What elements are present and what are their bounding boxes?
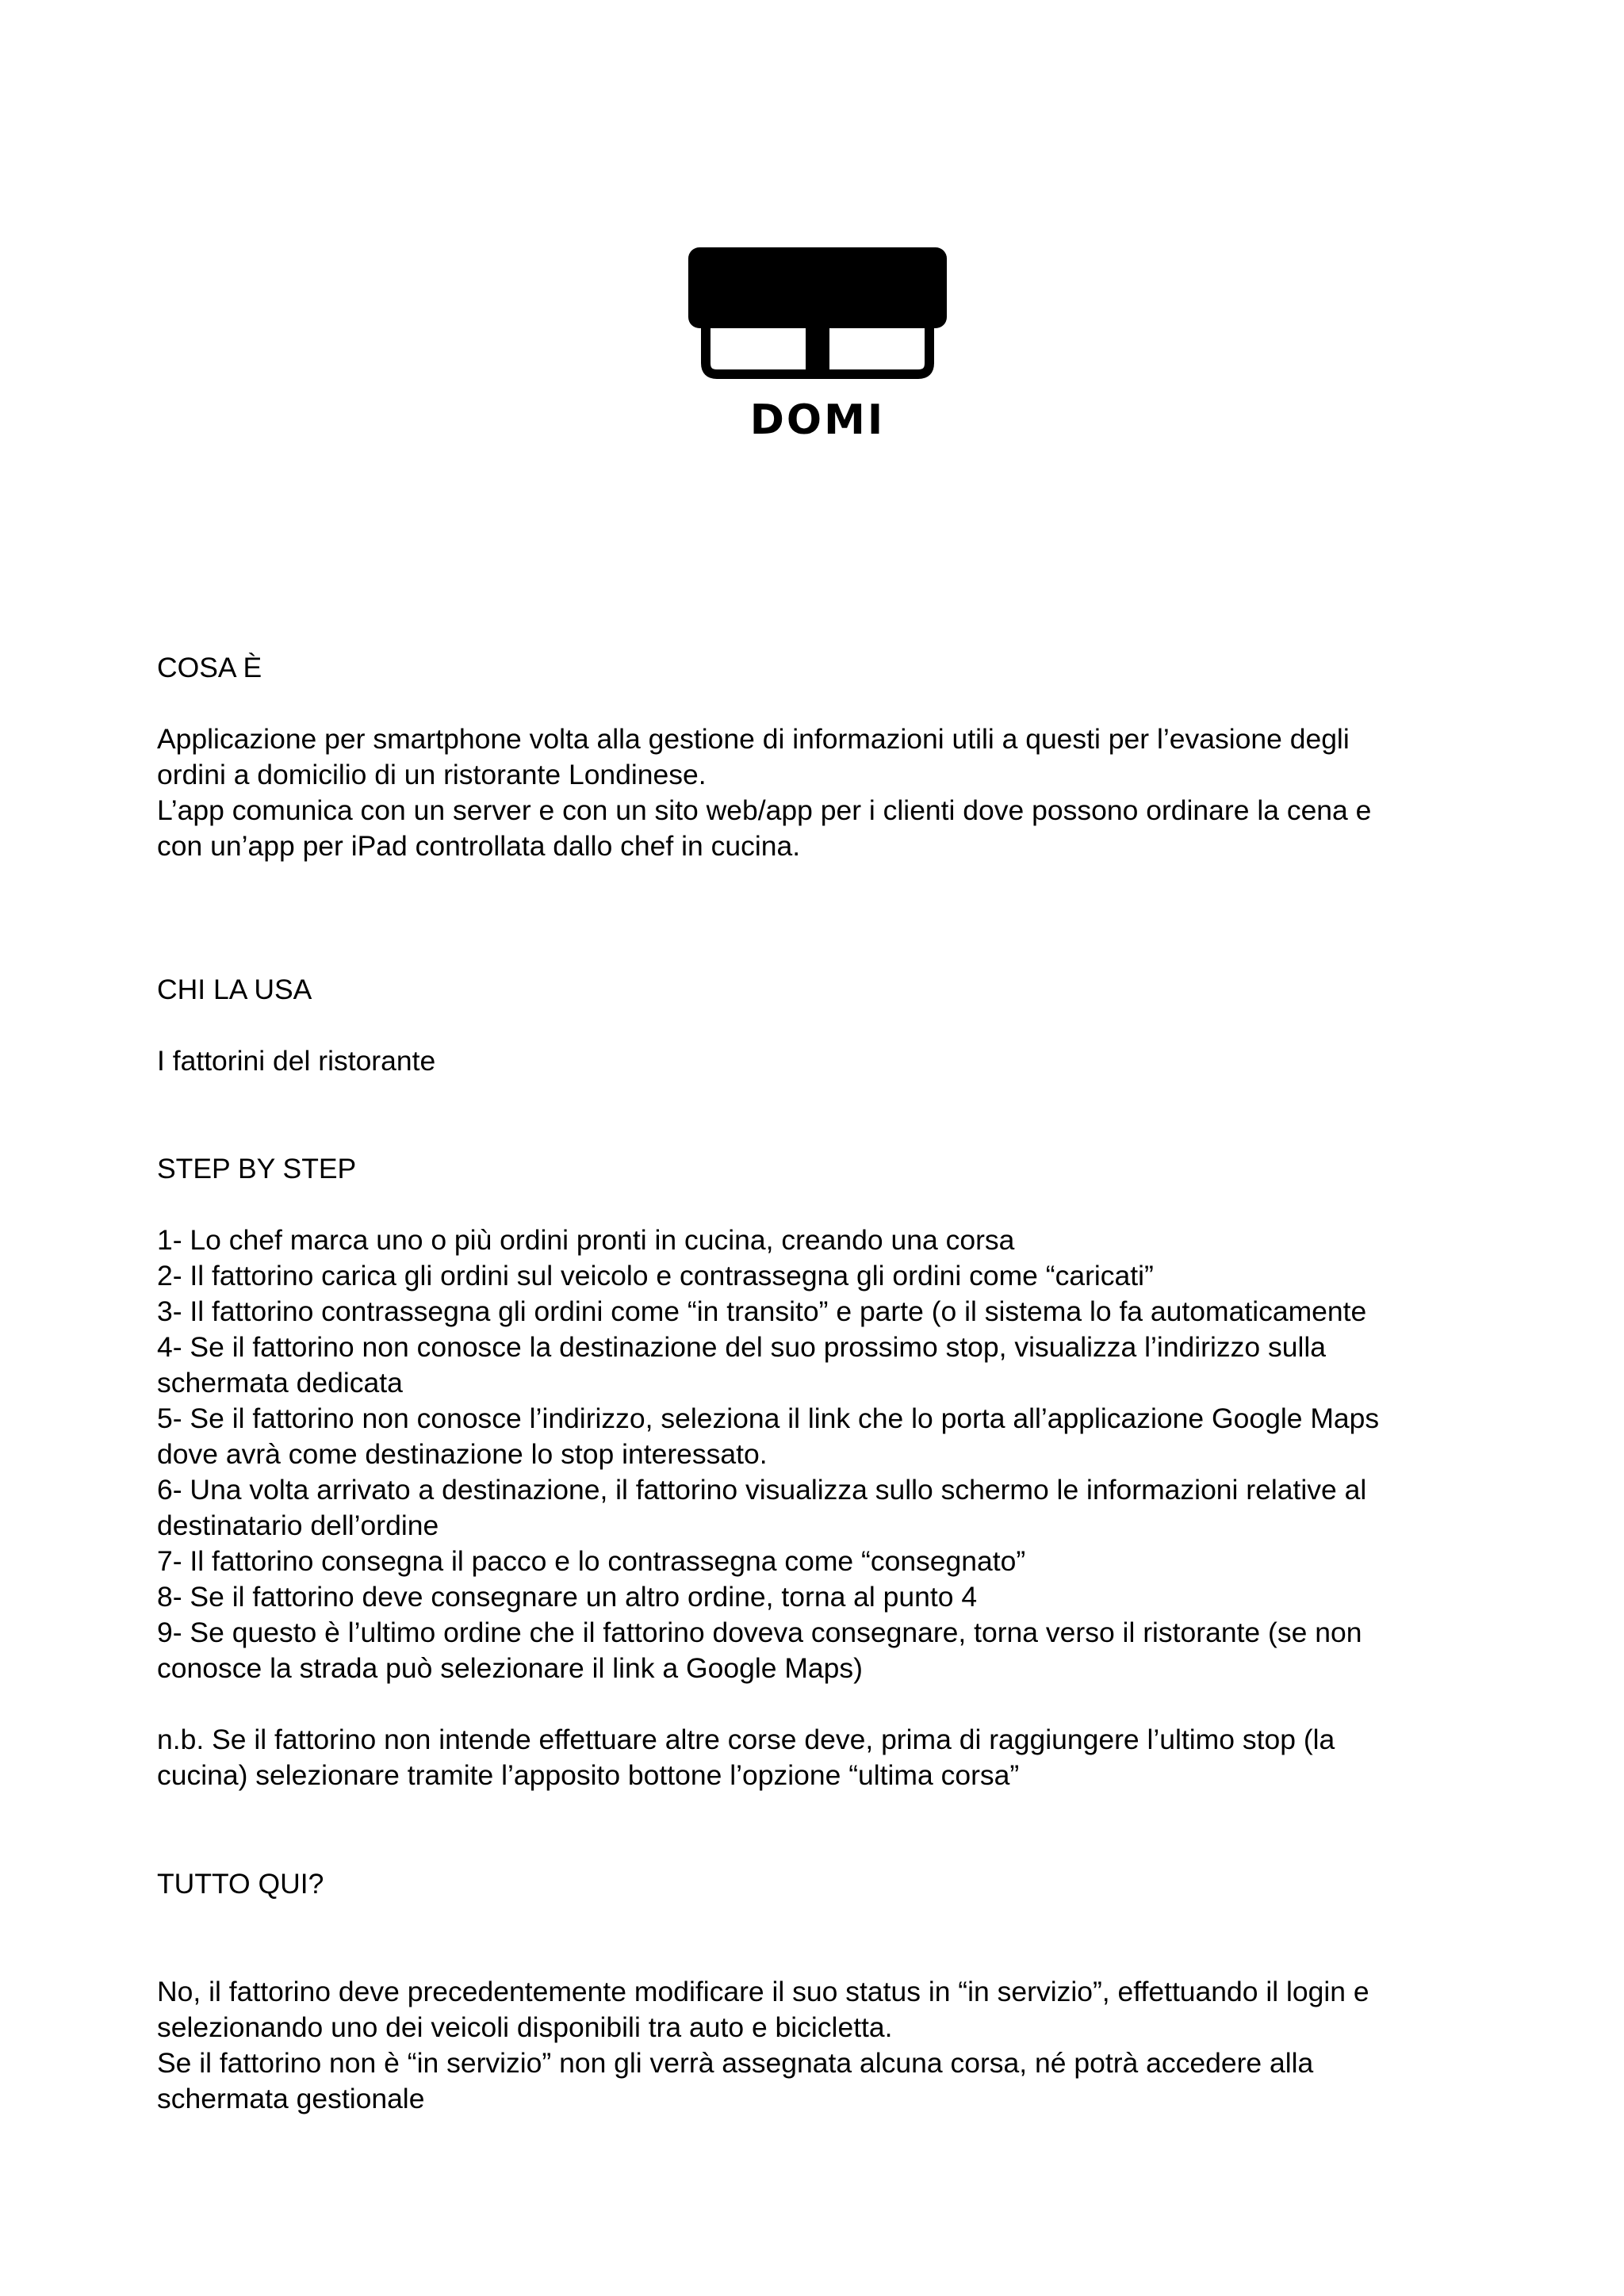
what-is-paragraph — [157, 721, 1505, 864]
section-heading-all-here: TUTTO QUI? — [157, 1868, 324, 1900]
all-here-paragraph — [157, 1974, 1505, 2117]
step-line: destinatario dell’ordine — [157, 1510, 439, 1541]
step-line: 2- Il fattorino carica gli ordini sul veicolo e contrassegna gli ordini come “caricati” — [157, 1260, 1154, 1292]
section-who-uses — [157, 972, 1505, 1079]
step-line: 4- Se il fattorino non conosce la destinazione del suo prossimo stop, visualizza l’indirizzo sulla — [157, 1331, 1327, 1363]
section-heading-step-by-step: STEP BY STEP — [157, 1153, 357, 1184]
text-line: L’app comunica con un server e con un sito web/app per i clienti dove possono ordinare la cena e — [157, 794, 1372, 826]
text-line: I fattorini del ristorante — [157, 1045, 436, 1077]
domi-bag-icon — [688, 247, 947, 381]
step-line: schermata dedicata — [157, 1367, 403, 1399]
section-heading-what-is: COSA È — [157, 652, 262, 683]
document-body — [157, 650, 1505, 2117]
text-line: con un’app per iPad controllata dallo chef in cucina. — [157, 830, 801, 862]
step-line: 6- Una volta arrivato a destinazione, il fattorino visualizza sullo schermo le informazioni relative al — [157, 1474, 1367, 1506]
text-line: Se il fattorino non è “in servizio” non gli verrà assegnata alcuna corsa, né potrà accedere alla — [157, 2047, 1314, 2079]
step-line: 9- Se questo è l’ultimo ordine che il fattorino doveva consegnare, torna verso il ristorante (se non — [157, 1617, 1362, 1648]
step-line: 5- Se il fattorino non conosce l’indirizzo, seleziona il link che lo porta all’applicazione Google Maps — [157, 1402, 1380, 1434]
section-what-is — [157, 650, 1505, 864]
note-paragraph — [157, 1722, 1505, 1793]
text-line: schermata gestionale — [157, 2083, 425, 2114]
who-uses-paragraph — [157, 1043, 1505, 1079]
logo-wordmark: DOMI — [749, 396, 886, 444]
domi-logo — [688, 247, 947, 449]
step-line: conosce la strada può selezionare il link a Google Maps) — [157, 1652, 863, 1684]
step-line: 1- Lo chef marca uno o più ordini pronti in cucina, creando una corsa — [157, 1224, 1015, 1256]
note-line: cucina) selezionare tramite l’apposito bottone l’opzione “ultima corsa” — [157, 1759, 1020, 1791]
section-step-by-step — [157, 1151, 1505, 1793]
section-all-here — [157, 1866, 1505, 2117]
steps-list — [157, 1223, 1505, 1686]
section-heading-who-uses: CHI LA USA — [157, 974, 312, 1005]
step-line: 7- Il fattorino consegna il pacco e lo contrassegna come “consegnato” — [157, 1545, 1026, 1577]
logo-lid — [688, 247, 947, 328]
text-line: ordini a domicilio di un ristorante Londinese. — [157, 759, 707, 790]
step-line: 8- Se il fattorino deve consegnare un altro ordine, torna al punto 4 — [157, 1581, 978, 1613]
step-line: dove avrà come destinazione lo stop interessato. — [157, 1438, 768, 1470]
text-line: Applicazione per smartphone volta alla gestione di informazioni utili a questi per l’evasione degli — [157, 723, 1350, 755]
logo-bag-divider — [806, 320, 829, 374]
text-line: No, il fattorino deve precedentemente modificare il suo status in “in servizio”, effettuando il login e — [157, 1976, 1369, 2007]
note-line: n.b. Se il fattorino non intende effettuare altre corse deve, prima di raggiungere l’ultimo stop (la — [157, 1724, 1335, 1755]
step-line: 3- Il fattorino contrassegna gli ordini come “in transito” e parte (o il sistema lo fa automaticamente — [157, 1295, 1367, 1327]
text-line: selezionando uno dei veicoli disponibili tra auto e bicicletta. — [157, 2011, 893, 2043]
